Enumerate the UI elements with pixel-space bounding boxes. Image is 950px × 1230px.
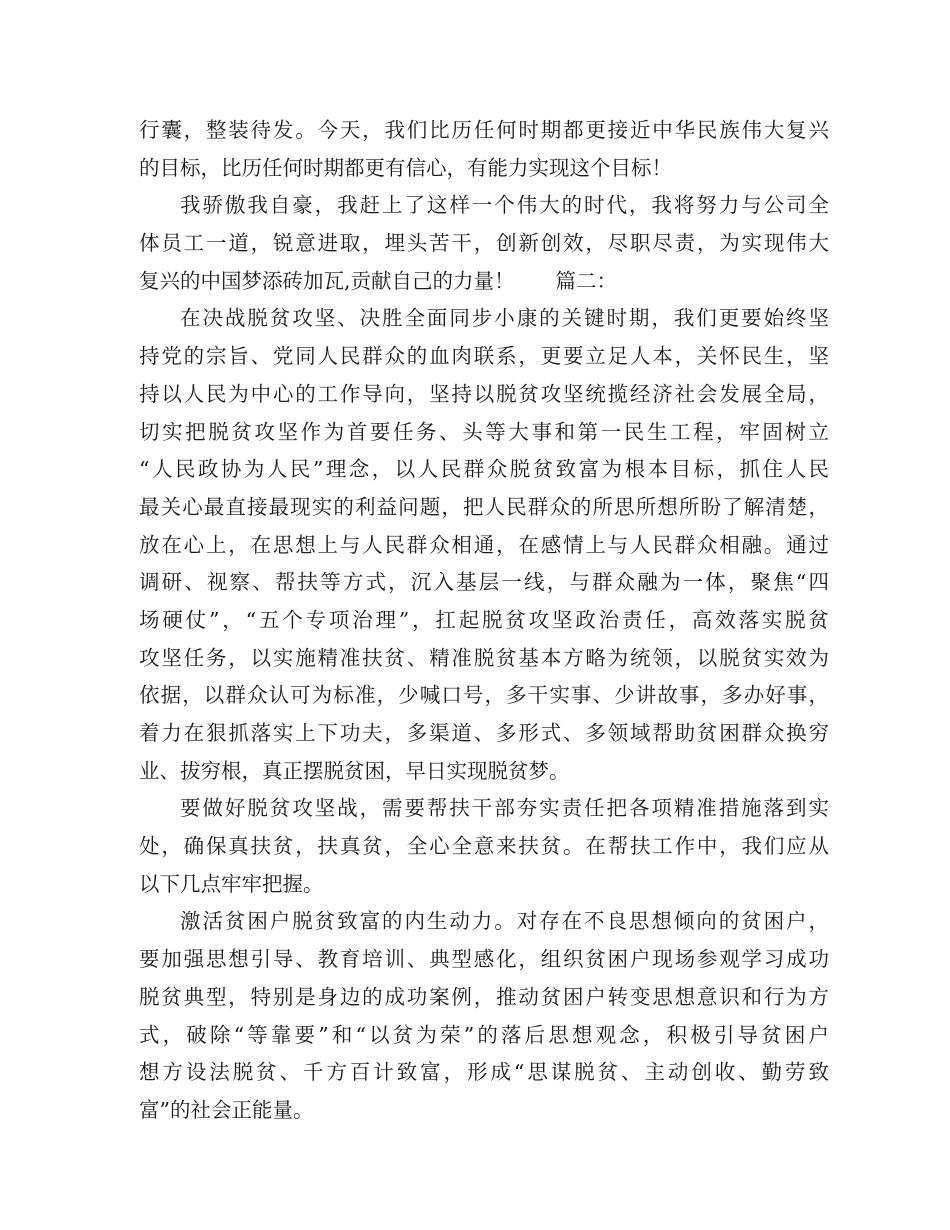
text-line: 持党的宗旨、党同人民群众的血肉联系，更要立足人本，关怀民生，坚 (139, 344, 829, 369)
paragraph-start-line: 我骄傲我自豪，我赶上了这样一个伟大的时代，我将努力与公司全 (180, 193, 829, 218)
text-line: 要加强思想引导、教育培训、典型感化，组织贫困户现场参观学习成功 (139, 947, 829, 972)
text-line: 处，确保真扶贫，扶真贫，全心全意来扶贫。在帮扶工作中，我们应从 (139, 834, 829, 859)
text-line: 最关心最直接最现实的利益问题，把人民群众的所思所想所盼了解清楚， (139, 494, 829, 519)
paragraph-start-line: 激活贫困户脱贫致富的内生动力。对存在不良思想倾向的贫困户， (180, 909, 829, 934)
paragraph-start-line: 要做好脱贫攻坚战，需要帮扶干部夯实责任把各项精准措施落到实 (180, 796, 829, 821)
text-line: 富”的社会正能量。 (139, 1097, 314, 1122)
text-line: 攻坚任务，以实施精准扶贫、精准脱贫基本方略为统领，以脱贫实效为 (139, 645, 829, 670)
text-line: 业、拔穷根，真正摆脱贫困，早日实现脱贫梦。 (139, 758, 570, 783)
text-line: 调研、视察、帮扶等方式，沉入基层一线，与群众融为一体，聚焦“四 (139, 570, 829, 595)
text-line: 持以人民为中心的工作导向，坚持以脱贫攻坚统揽经济社会发展全局， (139, 381, 829, 406)
text-line: 以下几点牢牢把握。 (139, 871, 324, 896)
paragraph-start-line: 在决战脱贫攻坚、决胜全面同步小康的关键时期，我们更要始终坚 (180, 306, 829, 331)
text-line: 想方设法脱贫、千方百计致富，形成“思谋脱贫、主动创收、勤劳致 (139, 1060, 829, 1085)
text-line: 着力在狠抓落实上下功夫，多渠道、多形式、多领域帮助贫困群众换穷 (139, 721, 829, 745)
text-line: 的目标，比历任何时期都更有信心，有能力实现这个目标！ (139, 155, 672, 180)
text-line: 复兴的中国梦添砖加瓦,贡献自己的力量！ 篇二： (139, 268, 618, 293)
text-line: 切实把脱贫攻坚作为首要任务、头等大事和第一民生工程，牢固树立 (139, 419, 829, 444)
text-line: 行囊，整装待发。今天，我们比历任何时期都更接近中华民族伟大复兴 (139, 118, 829, 142)
text-line: 依据，以群众认可为标准，少喊口号，多干实事、少讲故事，多办好事， (139, 683, 829, 708)
text-line: 式，破除“等靠要”和“以贫为荣”的落后思想观念，积极引导贫困户 (139, 1022, 829, 1047)
text-line: 体员工一道，锐意进取，埋头苦干，创新创效，尽职尽责，为实现伟大 (139, 231, 829, 256)
text-line: “人民政协为人民”理念，以人民群众脱贫致富为根本目标，抓住人民 (139, 457, 829, 482)
text-line: 脱贫典型，特别是身边的成功案例，推动贫困户转变思想意识和行为方 (139, 984, 829, 1009)
text-line: 放在心上，在思想上与人民群众相通，在感情上与人民群众相融。通过 (139, 532, 829, 557)
document-body (139, 112, 829, 1130)
text-line: 场硬仗”，“五个专项治理”，扛起脱贫攻坚政治责任，高效落实脱贫 (139, 607, 829, 632)
